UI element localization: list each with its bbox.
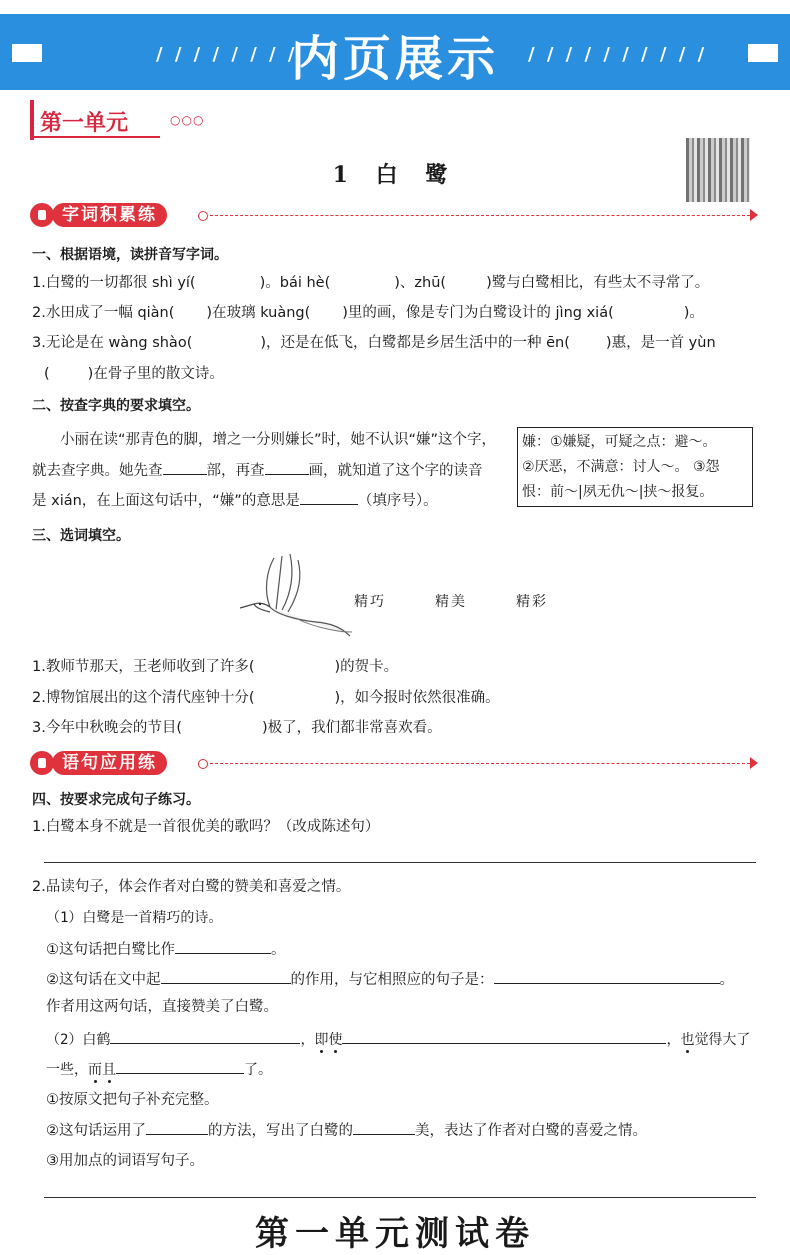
arrow-right-icon [750,209,758,221]
pencil-icon [30,203,54,227]
emphasis-char: 且 [102,1062,116,1078]
question-1-line-2: 2.水田成了一幅 qiàn( )在玻璃 kuàng( )里的画，像是专门为白鹭设计的 jìng xiá( )。 [32,305,704,321]
question-1-line-1: 1.白鹭的一切都很 shì yí( )。bái hè( )、zhū( )鹭与白鹭相比，有些太不寻常了。 [32,275,710,291]
dictionary-box [517,427,753,507]
unit-circles: ○○○ [170,113,205,127]
section-dot [198,759,208,769]
question-3-line-1: 1.教师节那天，王老师收到了许多( )的贺卡。 [32,659,399,675]
page-divider [44,1197,756,1198]
answer-blank[interactable] [110,1029,300,1044]
unit-title: 第一单元 [40,110,129,136]
banner-title: 内页展示 [290,31,499,87]
word-choice-1: 精巧 [354,594,386,610]
arrow-right-icon [750,757,758,769]
qr-side-caption [752,140,762,200]
section-banner-sentences [30,749,760,775]
question-2-line-3: 是 xián，在上面这句话中，“嫌”的意思是 （填序号）。 [32,490,438,511]
lesson-title: 1 白 鹭 [332,162,458,188]
question-4-sub-2b: ②这句话运用了 的方法，写出了白鹭的 美，表达了作者对白鹭的喜爱之情。 [46,1120,647,1141]
question-4-heading: 四、按要求完成句子练习。 [32,792,200,808]
egret-illustration [236,552,354,644]
question-3-heading: 三、选词填空。 [32,528,130,544]
question-1-line-3: 3.无论是在 wàng shào( )，还是在低飞，白鹭都是乡居生活中的一种 ēn( )惠，是一首 yùn [32,335,716,351]
section-label: 语句应用练 [52,751,167,775]
dictionary-line-2: ②厌恶，不满意：讨人～。 ③怨 [522,459,720,475]
dictionary-line-3: 恨：前～|夙无仇～|挟～报复。 [522,484,714,500]
answer-blank[interactable] [175,939,271,954]
question-3-line-2: 2.博物馆展出的这个清代座钟十分( )，如今报时依然很准确。 [32,690,500,706]
answer-blank[interactable] [116,1059,244,1074]
emphasis-char: 也 [680,1032,695,1048]
emphasis-char: 而 [88,1062,102,1078]
word-choice-3: 精彩 [516,594,548,610]
question-4-sub-1b: ②这句话在文中起 的作用，与它相照应的句子是： 。 [46,969,734,990]
question-4-sub-1a: ①这句话把白鹭比作 。 [46,939,286,960]
question-4-sub-2a: ①按原文把句子补充完整。 [46,1092,219,1108]
answer-blank[interactable] [300,490,358,505]
question-3-line-3: 3.今年中秋晚会的节目( )极了，我们都非常喜欢看。 [32,720,442,736]
question-4-sub-2-line-2: 一些，而且 了。 [46,1059,272,1080]
question-2-line-2: 就去查字典。她先查 部，再查 画，就知道了这个字的读音 [32,460,483,481]
section-label: 字词积累练 [52,203,167,227]
answer-blank[interactable] [494,969,720,984]
pencil-icon [30,751,54,775]
question-2-line-1: 小丽在读“那青色的脚，增之一分则嫌长”时，她不认识“嫌”这个字， [60,432,497,448]
question-4-sentence-2: 2.品读句子，体会作者对白鹭的赞美和喜爱之情。 [32,879,351,895]
answer-blank[interactable] [161,969,291,984]
question-1-line-4: ( )在骨子里的散文诗。 [44,366,224,382]
answer-blank[interactable] [265,460,309,475]
unit-underline [30,136,160,138]
answer-line[interactable] [44,862,756,863]
banner-right-slashes: / / / / / / / / / / [528,44,708,65]
section-dash-line [210,763,750,764]
unit-accent-bar [30,100,34,140]
qr-code-icon[interactable] [686,138,750,202]
question-4-sub-1: （1）白鹭是一首精巧的诗。 [46,910,223,926]
emphasis-char: 使 [328,1032,343,1048]
dictionary-line-1: 嫌：①嫌疑，可疑之点：避～。 [522,434,717,450]
emphasis-char: 即 [314,1032,329,1048]
answer-blank[interactable] [353,1120,415,1135]
section-banner-vocabulary [30,201,760,227]
answer-blank[interactable] [163,460,207,475]
question-4-sub-1c: 作者用这两句话，直接赞美了白鹭。 [46,999,278,1015]
next-page-title: 第一单元测试卷 [255,1214,535,1254]
section-dot [198,211,208,221]
top-banner [0,0,790,100]
answer-blank[interactable] [342,1029,666,1044]
question-4-sub-2c: ③用加点的词语写句子。 [46,1153,204,1169]
question-4-sentence-1: 1.白鹭本身不就是一首很优美的歌吗？（改成陈述句） [32,819,380,835]
section-dash-line [210,215,750,216]
answer-blank[interactable] [146,1120,208,1135]
question-2-heading: 二、按查字典的要求填空。 [32,398,200,414]
question-1-heading: 一、根据语境，读拼音写字词。 [32,247,228,263]
word-choice-2: 精美 [435,594,467,610]
banner-left-slashes: / / / / / / / / / / [156,44,336,65]
question-4-sub-2-line-1: （2）白鹤 ，即使 ，也觉得大了 [46,1029,750,1050]
